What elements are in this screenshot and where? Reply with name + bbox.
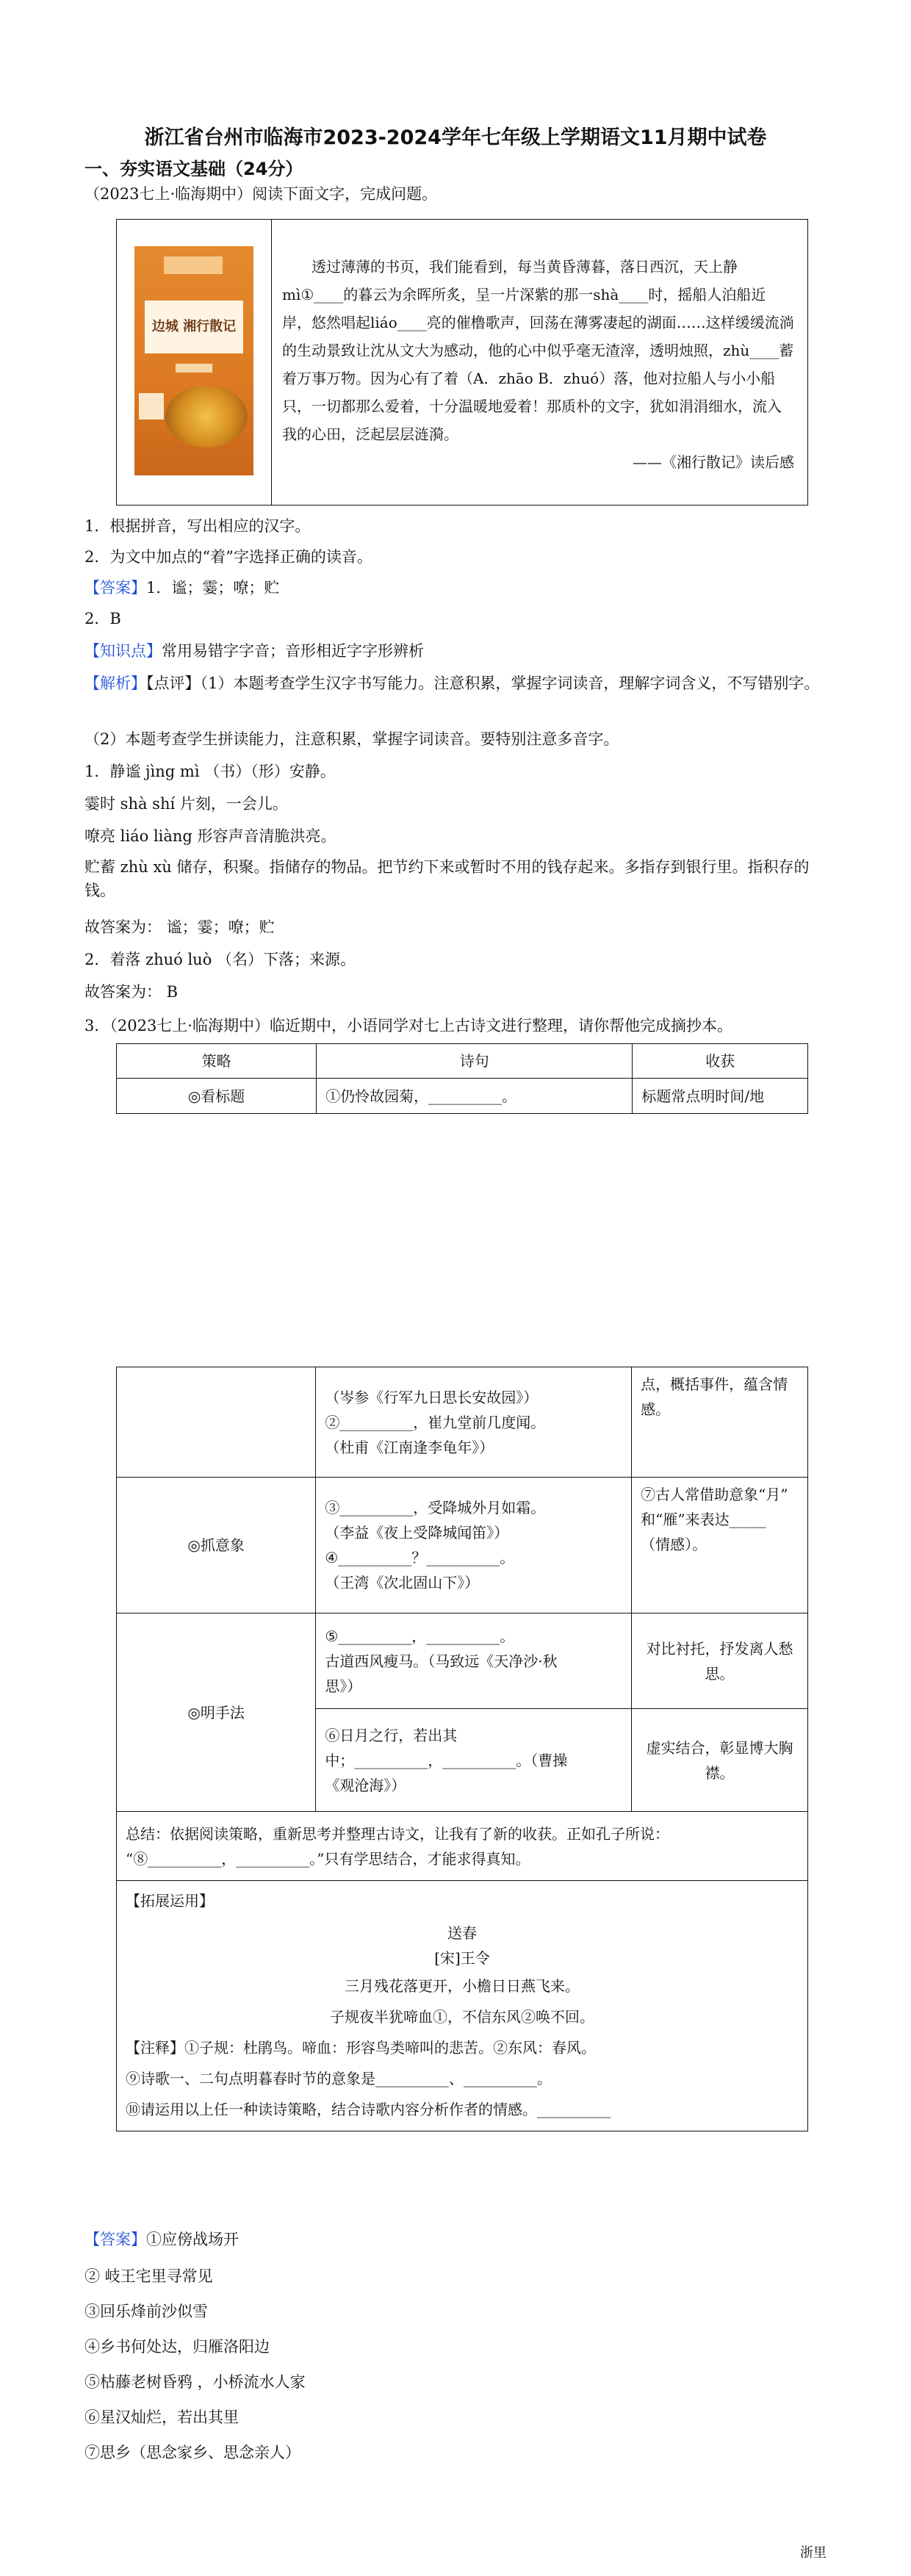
- answer-tag: 【答案】: [84, 579, 146, 597]
- poem-line-1: ①仍怜故园菊，__________。: [317, 1079, 633, 1114]
- poem-verse-2: 子规夜半犹啼血①，不信东风②唤不回。: [330, 2008, 594, 2026]
- q1-answer2: 2．B: [84, 610, 121, 627]
- poem-source-2: （杜甫《江南逢李龟年》）: [325, 1438, 494, 1456]
- analysis-2: （2）本题考查学生拼读能力，注意积累，掌握字词读音。要特别注意多音字。: [84, 730, 619, 748]
- poem-line-4: ④__________？__________。: [325, 1549, 515, 1566]
- explain-5: 2．着落 zhuó luò （名）下落；来源。: [84, 951, 356, 968]
- poem-source-6: 《观沧海》）: [325, 1776, 406, 1794]
- explain-2: 霎时 shà shí 片刻，一会儿。: [84, 795, 288, 813]
- poem-cell-technique: ⑤__________，__________。 古道西风瘦马。（马致远《天净沙·秋 思》）: [316, 1613, 632, 1709]
- gain-title: 点，概括事件，蕴含情感。: [632, 1367, 808, 1478]
- header-poem: 诗句: [317, 1044, 633, 1079]
- question-9: ⑨诗歌一、二句点明暮春时节的意象是__________、__________。: [126, 2070, 552, 2087]
- analysis-text: 【点评】（1）本题考查学生汉字书写能力。注意积累，掌握字词读音，理解字词含义，不写错别字。: [146, 674, 820, 692]
- poem-line-5: ⑤__________，__________。: [325, 1627, 515, 1645]
- q1-item1: 1．根据拼音，写出相应的汉字。: [84, 517, 311, 535]
- summary-line-2: “⑧__________，__________。”只有学思结合，才能求得真知。: [126, 1849, 530, 1868]
- explain-4: 贮蓄 zhù xù 储存，积聚。指储存的物品。把节约下来或暂时不用的钱存起来。多指存到银行里。指积存的钱。: [84, 858, 810, 899]
- q1-item2: 2．为文中加点的“着”字选择正确的读音。: [84, 548, 372, 566]
- analysis-tag: 【解析】: [84, 674, 146, 692]
- explain-1: 1．静谧 jìng mì （书）（形）安静。: [84, 763, 336, 780]
- strategy-imagery: ◎抓意象: [117, 1478, 316, 1613]
- poem-cell-imagery: [316, 1478, 632, 1613]
- final-answer-1: 故答案为： 谧；霎；嘹；贮: [84, 918, 275, 936]
- q3-answer-5: ⑤枯藤老树昏鸦 ，小桥流水人家: [84, 2373, 306, 2391]
- q3-intro: 3．（2023七上·临海期中）临近期中，小语同学对七上古诗文进行整理，请你帮他完成摘抄本。: [84, 1017, 732, 1035]
- gain-line-1: 标题常点明时间/地: [633, 1079, 808, 1114]
- section-heading: 一、夯实语文基础（24分）: [84, 159, 303, 179]
- book-cover-title: 边城 湘行散记: [145, 301, 243, 353]
- strategy-title: ◎看标题: [117, 1079, 317, 1114]
- q3-answer-2: ② 岐王宅里寻常见: [84, 2267, 213, 2285]
- q3-answer-7: ⑦思乡（思念家乡、思念亲人）: [84, 2444, 300, 2461]
- q3-answer-4: ④乡书何处达，归雁洛阳边: [84, 2338, 270, 2356]
- poem-cell-title: [316, 1367, 632, 1478]
- final-answer-2: 故答案为： B: [84, 983, 179, 1001]
- question-intro: （2023七上·临海期中）阅读下面文字，完成问题。: [84, 185, 438, 203]
- poem-note: 【注释】①子规：杜鹃鸟。啼血：形容鸟类啼叫的悲苦。②东风：春风。: [126, 2039, 596, 2057]
- expand-cell: [117, 1881, 808, 2131]
- question-10: ⑩请运用以上任一种读诗策略，结合诗歌内容分析作者的情感。__________: [126, 2101, 611, 2118]
- poem-source-4: （王湾《次北固山下》）: [325, 1574, 480, 1591]
- book-cover-cell: [117, 220, 272, 506]
- poem-table-part2: [116, 1367, 808, 2131]
- page-title: 浙江省台州市临海市2023-2024学年七年级上学期语文11月期中试卷: [144, 126, 767, 149]
- kp-tag: 【知识点】: [84, 642, 162, 660]
- poem-author: [宋]王令: [434, 1949, 490, 1967]
- poem-table-part1: [116, 1043, 808, 1114]
- header-gain: 收获: [633, 1044, 808, 1079]
- passage-signature: ——《湘行散记》读后感: [633, 453, 794, 471]
- poem-line-6: ⑥日月之行，若出其: [325, 1726, 458, 1744]
- explain-3: 嘹亮 liáo liàng 形容声音清脆洪亮。: [84, 827, 336, 845]
- analysis: [84, 672, 827, 695]
- q3-answer-1: 【答案】①应傍战场开: [84, 2231, 239, 2248]
- summary-cell: [117, 1812, 808, 1881]
- poem-line-2: ②__________，崔九堂前几度闻。: [325, 1413, 546, 1431]
- poem-cell-technique-2: ⑥日月之行，若出其 中；__________，__________。（曹操 《观沧海》）: [316, 1709, 632, 1812]
- poem-line-3: ③__________，受降城外月如霜。: [325, 1499, 546, 1517]
- gain-imagery: ⑦古人常借助意象“月” 和“雁”来表达_____ （情感）。: [632, 1478, 808, 1613]
- header-strategy: 策略: [117, 1044, 317, 1079]
- answer-text: 1．谧；霎；嘹；贮: [146, 579, 280, 597]
- poem-source-3: （李益《夜上受降城闻笛》）: [325, 1524, 509, 1541]
- q3-answer-3: ③回乐烽前沙似雪: [84, 2303, 208, 2320]
- answers-tag: 【答案】: [84, 2231, 146, 2248]
- poem-source-5: 古道西风瘦马。（马致远《天净沙·秋: [325, 1652, 558, 1670]
- q3-answer-6: ⑥星汉灿烂，若出其里: [84, 2408, 239, 2426]
- reading-passage: [272, 220, 808, 506]
- poem-title: 送春: [447, 1924, 477, 1942]
- poem-verse-1: 三月残花落更开，小檐日日燕飞来。: [345, 1977, 580, 1995]
- knowledge-point: [84, 639, 827, 663]
- gain-technique-2: 虚实结合，彰显博大胸 襟。: [632, 1709, 808, 1812]
- poem-source-1: （岑参《行军九日思长安故园》）: [325, 1388, 539, 1406]
- gain-technique-1: 对比衬托，抒发离人愁 思。: [632, 1613, 808, 1709]
- passage-text: 透过薄薄的书页，我们能看到，每当黄昏薄暮，落日西沉，天上静mì①____的暮云为余晖所炙，呈一片深紫的那一shà____时，摇船人泊船近岸，悠然唱起liáo____亮的催橹歌声，回荡在薄雾凄起的湖面……这样缓缓流淌的生动景致让沈从文大为感动，他的心中似乎毫无渣滓，透明烛照，zhù____蓄着万事万物。因为心有了着（A．zhāo B．zhuó）落，他对拉船人与小小船只，一切都那么爱着，十分温暖地爱着！那质朴的文字，犹如涓涓细水，流入我的心田，泛起层层涟漪。: [282, 258, 794, 443]
- summary-line-1: 总结：依据阅读策略，重新思考并整理古诗文，让我有了新的收获。正如孔子所说：: [126, 1824, 669, 1843]
- passage-table: [116, 219, 808, 506]
- expand-tag: 【拓展运用】: [126, 1892, 214, 1910]
- book-cover-image: [134, 246, 253, 475]
- page-footer: 浙里: [800, 2545, 827, 2561]
- q1-answer: [84, 576, 827, 600]
- kp-text: 常用易错字字音；音形相近字字形辨析: [162, 642, 424, 660]
- strategy-technique: ◎明手法: [117, 1613, 316, 1812]
